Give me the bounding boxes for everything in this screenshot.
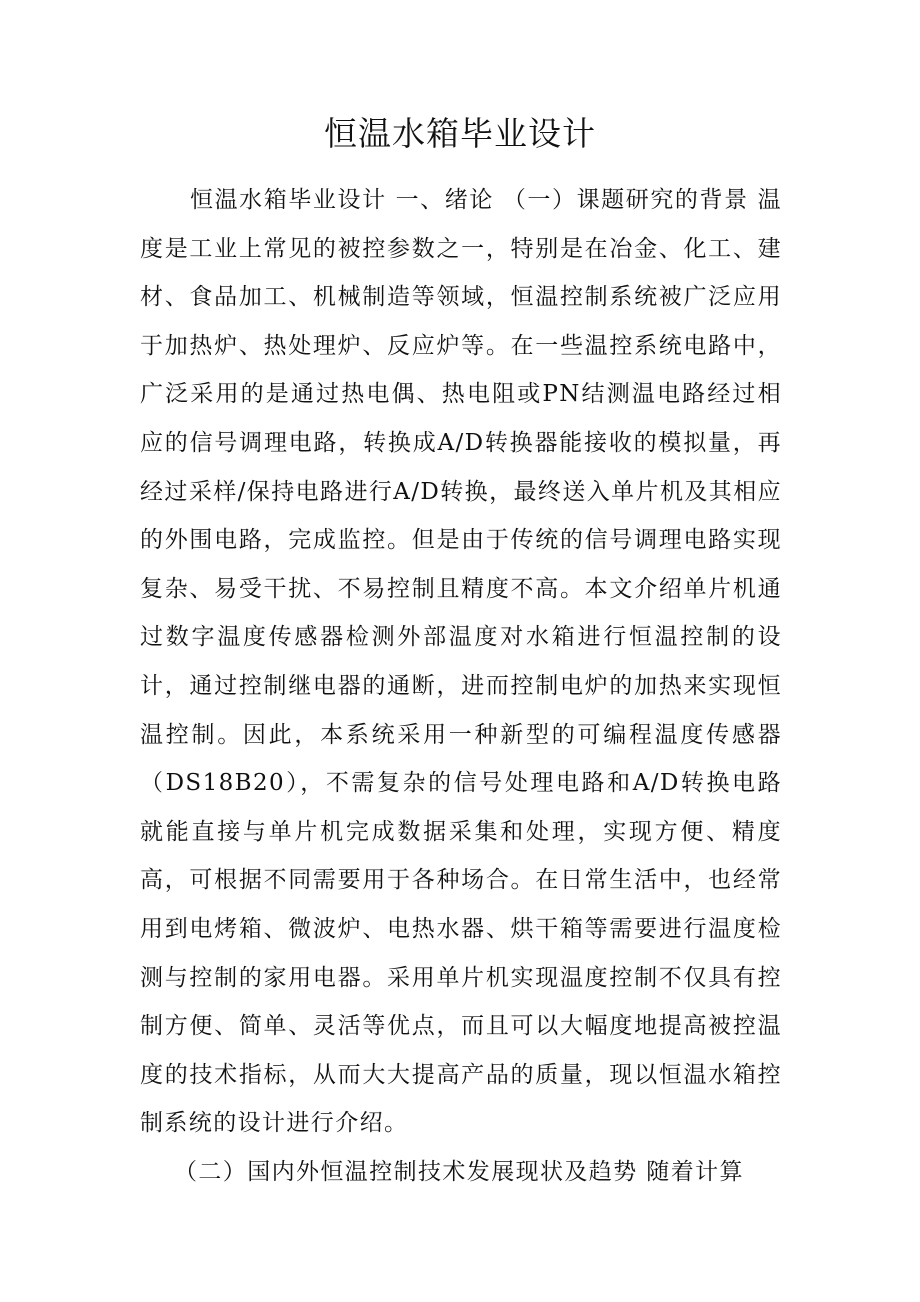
- document-body: [140, 176, 782, 1196]
- document-title: 恒温水箱毕业设计: [324, 114, 596, 153]
- body-paragraph-2: （二）国内外恒温控制技术发展现状及趋势 随着计算: [174, 1158, 744, 1185]
- body-paragraph-1: 恒温水箱毕业设计 一、绪论 （一）课题研究的背景 温度是工业上常见的被控参数之一，特别是在冶金、化工、建材、食品加工、机械制造等领域，恒温控制系统被广泛应用于加热炉、热处理炉、反应炉等。在一些温控系统电路中，广泛采用的是通过热电偶、热电阻或PN结测温电路经过相应的信号调理电路，转换成A/D转换器能接收的模拟量，再经过采样/保持电路进行A/D转换，最终送入单片机及其相应的外围电路，完成监控。但是由于传统的信号调理电路实现复杂、易受干扰、不易控制且精度不高。本文介绍单片机通过数字温度传感器检测外部温度对水箱进行恒温控制的设计，通过控制继电器的通断，进而控制电炉的加热来实现恒温控制。因此，本系统采用一种新型的可编程温度传感器（DS18B20），不需复杂的信号处理电路和A/D转换电路就能直接与单片机完成数据采集和处理，实现方便、精度高，可根据不同需要用于各种场合。在日常生活中，也经常用到电烤箱、微波炉、电热水器、烘干箱等需要进行温度检测与控制的家用电器。采用单片机实现温度控制不仅具有控制方便、简单、灵活等优点，而且可以大幅度地提高被控温度的技术指标，从而大大提高产品的质量，现以恒温水箱控制系统的设计进行介绍。: [140, 187, 782, 1137]
